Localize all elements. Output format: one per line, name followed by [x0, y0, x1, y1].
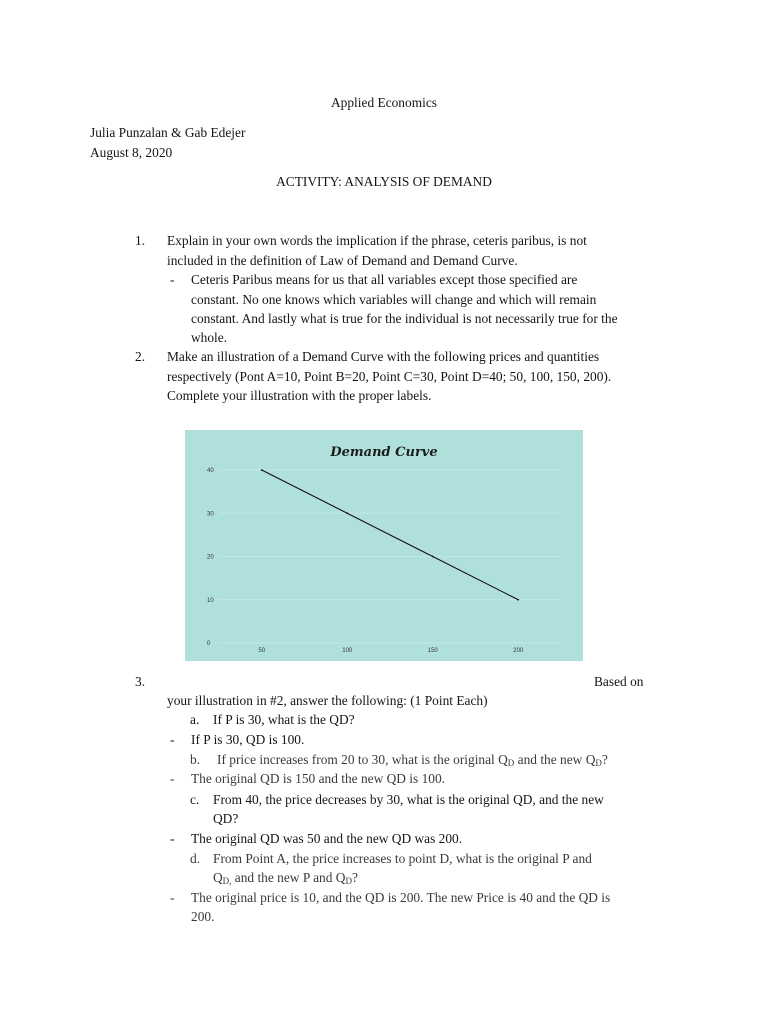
q3-intro: your illustration in #2, answer the following: (1 Point Each) [167, 693, 488, 708]
q3d-line-1: From Point A, the price increases to point D, what is the original P and [213, 851, 592, 866]
subject-title: Applied Economics [331, 95, 437, 110]
q1-answer-line-2: constant. No one knows which variables will change and which will remain [191, 292, 597, 307]
q3c-letter: c. [190, 792, 200, 807]
grid-layer [219, 470, 561, 643]
q3a-answer-dash: - [170, 732, 175, 747]
q1-answer-line-1: Ceteris Paribus means for us that all variables except those specified are [191, 272, 578, 287]
q1-answer-line-3: constant. And lastly what is true for the individual is not necessarily true for the [191, 311, 618, 326]
q3a-text: If P is 30, what is the QD? [213, 712, 355, 727]
q3c-answer: The original QD was 50 and the new QD was 200. [191, 831, 463, 846]
q1-answer-dash: - [170, 272, 175, 287]
q2-line-3: Complete your illustration with the proper labels. [167, 388, 432, 403]
x-tick-label-100: 100 [342, 648, 353, 654]
q3-right-text: Based on [594, 674, 644, 689]
data-point-200 [517, 599, 519, 601]
q2-line-2: respectively (Pont A=10, Point B=20, Point C=30, Point D=40; 50, 100, 150, 200). [167, 369, 612, 384]
q3-number: 3. [135, 674, 146, 689]
q3c-answer-dash: - [170, 831, 175, 846]
q2-line-1: Make an illustration of a Demand Curve with the following prices and quantities [167, 349, 600, 364]
activity-title: ACTIVITY: ANALYSIS OF DEMAND [276, 174, 492, 189]
series-layer [261, 469, 519, 601]
q1-line-2: included in the definition of Law of Demand and Demand Curve. [167, 253, 518, 268]
q3a-answer: If P is 30, QD is 100. [191, 732, 305, 747]
data-point-100 [346, 512, 348, 514]
q3b-letter: b. [190, 752, 201, 767]
q1-number: 1. [135, 233, 146, 248]
series-line-0 [262, 470, 519, 600]
q3b-answer-dash: - [170, 771, 175, 786]
y-tick-label-40: 40 [207, 468, 214, 474]
date: August 8, 2020 [90, 145, 173, 160]
chart-svg [185, 430, 583, 661]
q1-answer-line-4: whole. [191, 330, 228, 345]
q3b-text: If price increases from 20 to 30, what is the original $Q_D$ and the new $Q_D$? [217, 752, 608, 768]
q3d-answer-line-2: 200. [191, 909, 215, 924]
y-tick-label-20: 20 [207, 554, 214, 561]
chart-title: Demand Curve [330, 445, 438, 460]
x-tick-label-150: 150 [427, 648, 438, 654]
q3d-answer-dash: - [170, 890, 175, 905]
x-tick-label-200: 200 [513, 648, 524, 654]
q3a-letter: a. [190, 712, 200, 727]
q2-number: 2. [135, 349, 146, 364]
data-point-50 [261, 469, 263, 471]
q3c-line-1: From 40, the price decreases by 30, what is the original QD, and the new [213, 792, 604, 807]
y-tick-label-30: 30 [207, 511, 214, 518]
q3d-line-2: $Q_{D,}$ and the new P and $Q_D$? [213, 870, 358, 886]
y-tick-label-0: 0 [207, 641, 211, 647]
q3b-answer: The original QD is 150 and the new QD is 100. [191, 771, 446, 786]
data-point-150 [432, 556, 434, 558]
q3d-letter: d. [190, 851, 201, 866]
authors: Julia Punzalan & Gab Edejer [90, 125, 246, 140]
tick-layer [207, 468, 524, 654]
q3c-line-2: QD? [213, 811, 239, 826]
demand-curve-chart [185, 430, 583, 661]
y-tick-label-10: 10 [207, 597, 214, 604]
x-tick-label-50: 50 [258, 648, 266, 654]
q1-line-1: Explain in your own words the implication if the phrase, ceteris paribus, is not [167, 233, 587, 248]
q3d-answer-line-1: The original price is 10, and the QD is 200. The new Price is 40 and the QD is [191, 890, 611, 905]
